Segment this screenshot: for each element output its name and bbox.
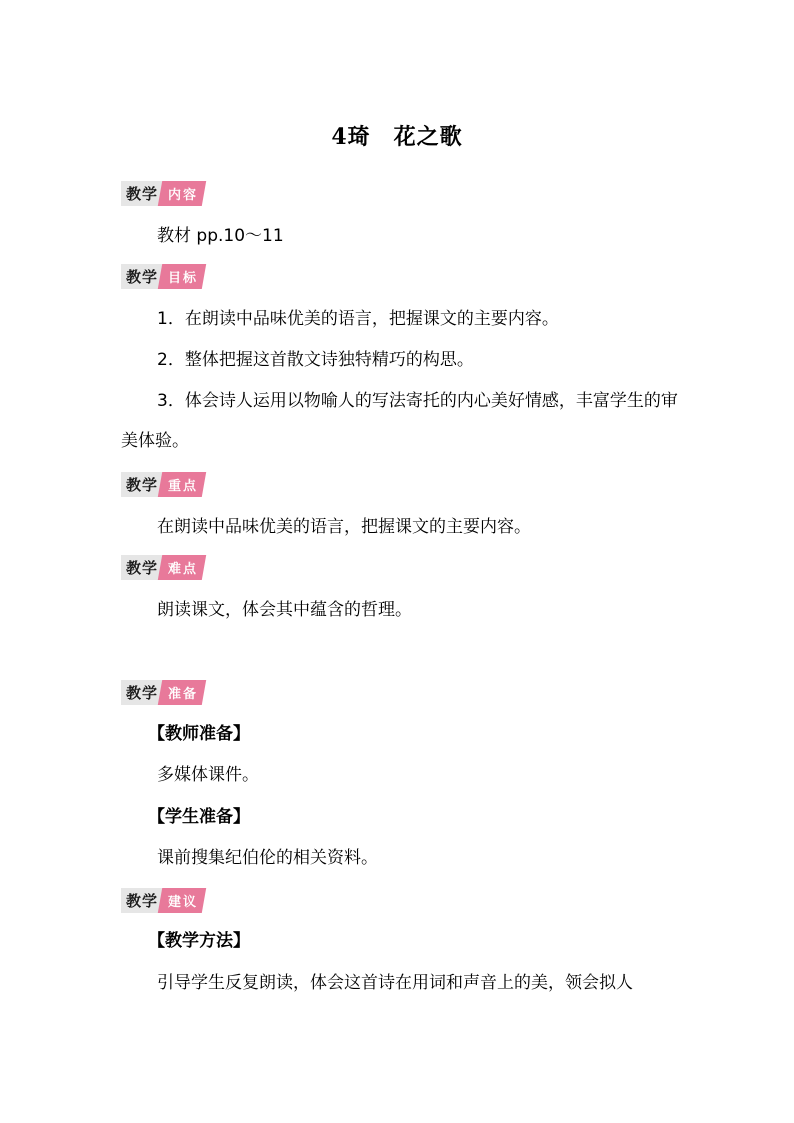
section-label-tag: 内容 [158,181,206,206]
section-label-tag: 准备 [158,680,206,705]
goal-item: 2．整体把握这首散文诗独特精巧的构思。 [157,350,474,370]
student-prep-heading: 【学生准备】 [148,807,250,827]
section-label-key: 教学 [121,472,162,497]
student-prep-text: 课前搜集纪伯伦的相关资料。 [157,848,378,868]
goal-item: 3．体会诗人运用以物喻人的写法寄托的内心美好情感，丰富学生的审美体验。 [121,391,678,451]
section-label-goals [121,264,204,289]
teacher-prep-text: 多媒体课件。 [157,765,259,785]
difficulty-text: 朗读课文，体会其中蕴含的哲理。 [157,600,412,620]
section-label-difficulty [121,555,204,580]
section-label-tag: 重点 [158,472,206,497]
page-title: 4琦 花之歌 [331,124,463,150]
section-label-key: 教学 [121,264,162,289]
goal-item: 1．在朗读中品味优美的语言，把握课文的主要内容。 [157,309,559,329]
materials-text: 教材 pp.10～11 [157,226,284,246]
method-text: 引导学生反复朗读，体会这首诗在用词和声音上的美，领会拟人 [157,973,633,993]
section-label-content [121,181,204,206]
section-label-preparation [121,680,204,705]
section-label-tag: 难点 [158,555,206,580]
section-label-key: 教学 [121,680,162,705]
section-label-suggestion [121,888,204,913]
method-heading: 【教学方法】 [148,931,250,951]
teacher-prep-heading: 【教师准备】 [148,724,250,744]
key-point-text: 在朗读中品味优美的语言，把握课文的主要内容。 [157,517,531,537]
section-label-key-point [121,472,204,497]
section-label-tag: 建议 [158,888,206,913]
section-label-key: 教学 [121,555,162,580]
section-label-key: 教学 [121,181,162,206]
section-label-key: 教学 [121,888,162,913]
section-label-tag: 目标 [158,264,206,289]
